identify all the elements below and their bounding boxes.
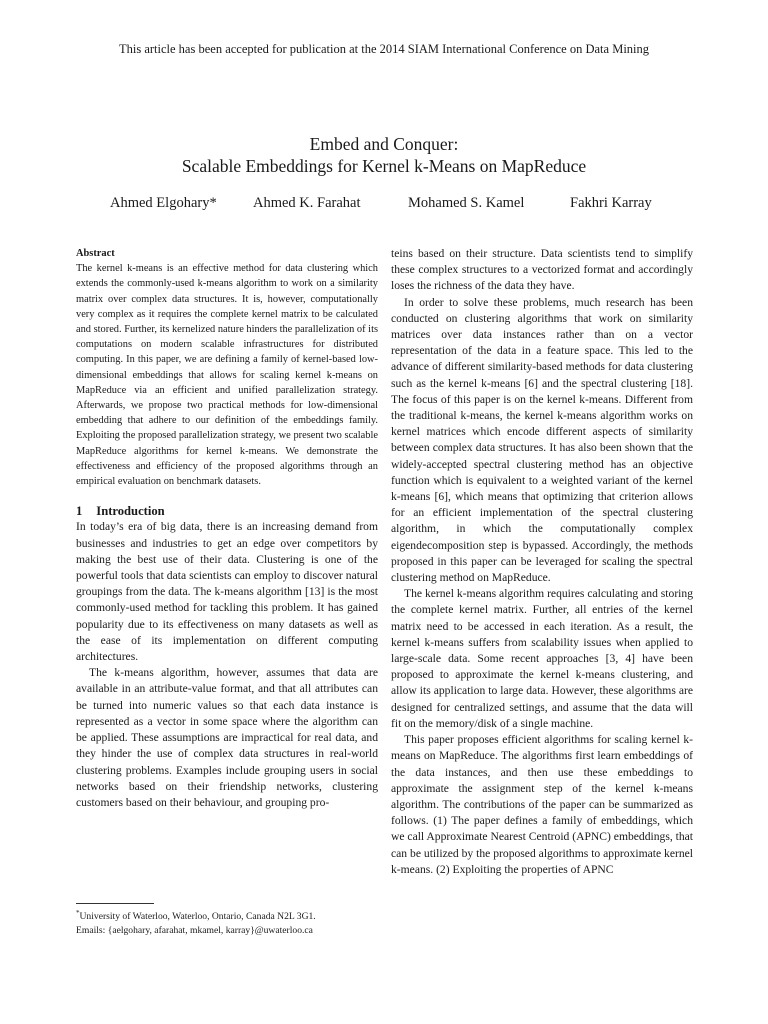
footnote-marker: * xyxy=(76,909,80,917)
footnote-rule xyxy=(76,903,154,904)
introduction-section xyxy=(76,503,378,811)
author-4: Fakhri Karray xyxy=(570,195,652,211)
paragraph: In today’s era of big data, there is an increasing demand from businesses and industries to get an edge over competitors by making the best use of their data. Clustering is one of the powerful tools that data scientists can employ to discover natural groupings from the data. The k-means algorithm [13] is the most commonly-used method for tackling this problem. It has gained popularity due to its effectiveness on many datasets as well as the ease of its implementation on different computing architectures. xyxy=(76,520,378,664)
author-3: Mohamed S. Kamel xyxy=(408,195,525,211)
abstract-text: The kernel k-means is an effective method for data clustering which extends the commonly-used k-means algorithm to work on a similarity matrix over complex data structures. It is, however, computationally very complex as it requires the complete kernel matrix to be calculated and stored. Further, its kernelized nature hinders the parallelization of its computations on modern scalable infrastructures for distributed computing. In this paper, we are defining a family of kernel-based low-dimensional embeddings that allows for scaling kernel k-means on MapReduce via an efficient and unified parallelization strategy. Afterwards, we propose two practical methods for low-dimensional embedding that adhere to our definition of the embeddings family. Exploiting the proposed parallelization strategy, we present two scalable MapReduce algorithms for kernel k-means. We demonstrate the effectiveness and efficiency of the proposed algorithms through an empirical evaluation on benchmark datasets. xyxy=(76,263,378,488)
footnote xyxy=(76,906,382,938)
section-title: Introduction xyxy=(96,504,165,519)
footnote-affiliation: *University of Waterloo, Waterloo, Ontario, Canada N2L 3G1. xyxy=(76,909,316,923)
section-number: 1 xyxy=(76,504,83,519)
paragraph: teins based on their structure. Data scientists tend to simplify these complex structures to a vectorized format and accordingly loses the richness of the data they have. xyxy=(391,247,693,293)
author-2: Ahmed K. Farahat xyxy=(253,195,361,211)
footnote-emails: Emails: {aelgohary, afarahat, mkamel, karray}@uwaterloo.ca xyxy=(76,925,313,937)
paragraph: In order to solve these problems, much research has been conducted on clustering algorithms that work on similarity matrices over data instances rather than on a vector representation of the data in a feature space. This led to the advance of different similarity-based methods for data clustering such as the kernel k-means [6] and the spectral clustering [18]. The focus of this paper is on the kernel k-means. Different from the traditional k-means, the kernel k-means algorithm works on kernel matrices which encode different aspects of similarity between complex data structures. It has also been shown that the widely-accepted spectral clustering method has an objective function which is equivalent to a weighted variant of the kernel k-means [6], which means that optimizing that criterion allows for an efficient implementation of the spectral clustering algorithm, in which the computationally complex eigendecomposition step is bypassed. Accordingly, the methods proposed in this paper can be leveraged for scaling the spectral clustering method on MapReduce. xyxy=(391,295,693,585)
paragraph: The k-means algorithm, however, assumes that data are available in an attribute-value format, and that all attributes can be turned into numeric values so that each data instance is represented as a vector in some space where the algorithm can be applied. These assumptions are impractical for real data, and they hinder the use of complex data structures in real-world clustering problems. Examples include grouping users in social networks based on their friendship networks, clustering customers based on their behaviour, and grouping pro- xyxy=(76,666,378,809)
publication-notice: This article has been accepted for publication at the 2014 SIAM International Conference on Data Mining xyxy=(118,42,650,56)
left-column xyxy=(76,246,378,811)
title-line-2: Scalable Embeddings for Kernel k-Means on MapReduce xyxy=(181,156,587,176)
abstract-heading: Abstract xyxy=(76,248,115,259)
author-list xyxy=(0,195,768,215)
introduction-heading xyxy=(76,503,378,519)
paragraph: The kernel k-means algorithm requires calculating and storing the complete kernel matrix. Further, all entries of the kernel matrix need to be accessed in each iteration. As a result, the kernel k-means suffers from scalability issues when applied to large-scale data. Some recent approaches [3, 4] have been proposed to approximate the kernel k-means clustering, and allow its application to large data. However, these algorithms are designed for centralized settings, and assume that the data will fit on the memory/disk of a single machine. xyxy=(391,587,693,730)
author-1: Ahmed Elgohary* xyxy=(110,195,217,211)
right-column xyxy=(391,246,693,878)
abstract-section xyxy=(76,246,378,489)
paragraph: This paper proposes efficient algorithms for scaling kernel k-means on MapReduce. The algorithms first learn embeddings of the data instances, and then use these embeddings to approximate the assignment step of the kernel k-means algorithm. The contributions of the paper can be summarized as follows. (1) The paper defines a family of embeddings, which we call Approximate Nearest Centroid (APNC) embeddings, that can be utilized by the proposed algorithms to approximate kernel k-means. (2) Exploiting the properties of APNC xyxy=(391,733,694,876)
title-line-1: Embed and Conquer: xyxy=(309,134,459,154)
paper-title xyxy=(0,133,768,177)
